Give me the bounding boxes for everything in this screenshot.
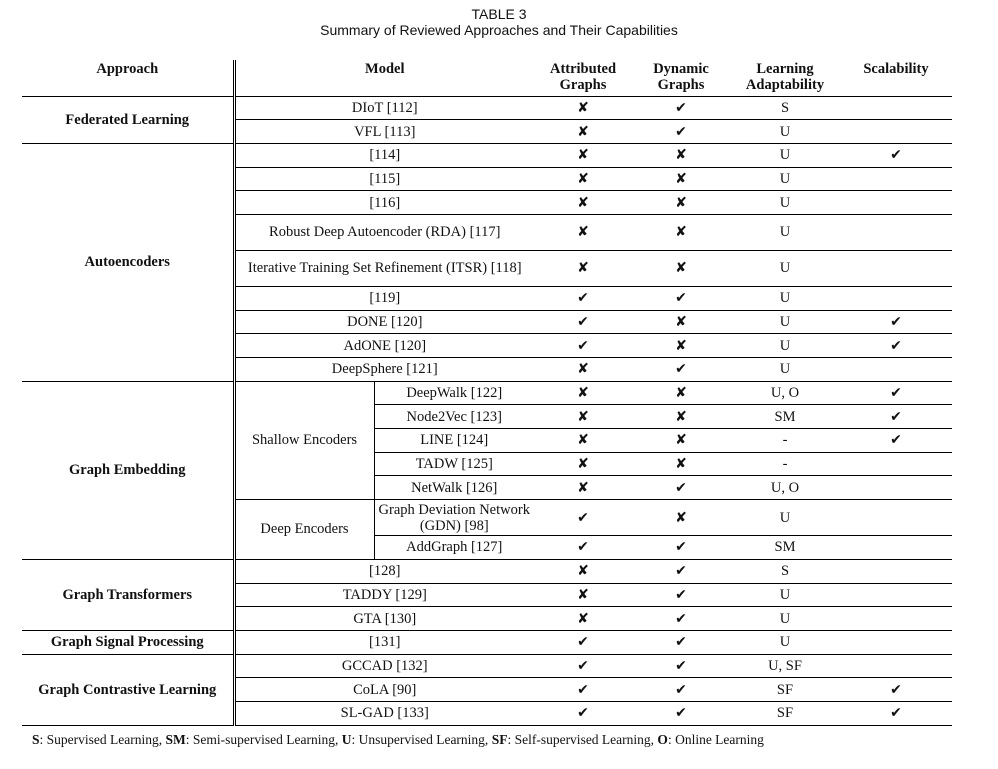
learning-cell: SF <box>730 678 840 702</box>
dynamic-cell: ✔ <box>632 120 730 144</box>
table-row <box>22 96 952 120</box>
header-attributed-line1: Attributed <box>549 61 617 77</box>
table-row <box>22 381 952 405</box>
learning-cell: U <box>730 286 840 310</box>
header-model: Model <box>234 60 534 96</box>
learning-cell: U, SF <box>730 654 840 678</box>
scalability-cell <box>840 536 952 560</box>
learning-cell: U <box>730 607 840 631</box>
legend-text-sm: : Semi-supervised Learning, <box>185 732 342 747</box>
scalability-cell: ✔ <box>840 405 952 429</box>
attributed-cell: ✘ <box>534 405 632 429</box>
header-attributed <box>534 60 632 96</box>
dynamic-cell: ✔ <box>632 654 730 678</box>
attributed-cell: ✘ <box>534 607 632 631</box>
header-dynamic <box>632 60 730 96</box>
learning-cell: S <box>730 96 840 120</box>
scalability-cell <box>840 191 952 215</box>
model-cell: VFL [113] <box>234 120 534 144</box>
subgroup-shallow-encoders: Shallow Encoders <box>234 381 374 499</box>
dynamic-cell: ✘ <box>632 334 730 358</box>
scalability-cell: ✔ <box>840 310 952 334</box>
scalability-cell <box>840 630 952 654</box>
model-cell: Graph Deviation Network (GDN) [98] <box>374 500 534 536</box>
learning-cell: U <box>730 120 840 144</box>
scalability-cell <box>840 654 952 678</box>
attributed-cell: ✘ <box>534 120 632 144</box>
group-graph-transformers: Graph Transformers <box>22 559 234 630</box>
dynamic-cell: ✘ <box>632 250 730 286</box>
dynamic-cell: ✘ <box>632 191 730 215</box>
learning-cell: U <box>730 167 840 191</box>
attributed-cell: ✔ <box>534 536 632 560</box>
scalability-cell <box>840 214 952 250</box>
model-cell: DONE [120] <box>234 310 534 334</box>
scalability-cell <box>840 250 952 286</box>
learning-cell: U, O <box>730 476 840 500</box>
learning-cell: U, O <box>730 381 840 405</box>
attributed-cell: ✔ <box>534 654 632 678</box>
scalability-cell <box>840 286 952 310</box>
scalability-cell: ✔ <box>840 334 952 358</box>
group-graph-contrastive-learning: Graph Contrastive Learning <box>22 654 234 725</box>
learning-cell: U <box>730 214 840 250</box>
learning-cell: U <box>730 143 840 167</box>
scalability-cell <box>840 358 952 382</box>
model-cell: Iterative Training Set Refinement (ITSR) [118] <box>234 250 534 286</box>
scalability-cell <box>840 607 952 631</box>
legend-key-sm: SM <box>165 732 186 747</box>
model-cell: DeepSphere [121] <box>234 358 534 382</box>
model-cell: [128] <box>234 559 534 583</box>
scalability-cell: ✔ <box>840 429 952 453</box>
dynamic-cell: ✔ <box>632 286 730 310</box>
attributed-cell: ✔ <box>534 286 632 310</box>
attributed-cell: ✔ <box>534 678 632 702</box>
model-cell: [116] <box>234 191 534 215</box>
scalability-cell <box>840 583 952 607</box>
attributed-cell: ✔ <box>534 500 632 536</box>
header-learning-line2: Adaptability <box>745 77 825 93</box>
model-cell: GCCAD [132] <box>234 654 534 678</box>
dynamic-cell: ✔ <box>632 358 730 382</box>
learning-cell: U <box>730 500 840 536</box>
table-row <box>22 143 952 167</box>
dynamic-cell: ✔ <box>632 559 730 583</box>
learning-cell: U <box>730 250 840 286</box>
learning-cell: SM <box>730 536 840 560</box>
dynamic-cell: ✔ <box>632 96 730 120</box>
model-cell: TADDY [129] <box>234 583 534 607</box>
learning-cell: U <box>730 583 840 607</box>
scalability-cell <box>840 120 952 144</box>
learning-cell: U <box>730 358 840 382</box>
table-row <box>22 630 952 654</box>
dynamic-cell: ✔ <box>632 630 730 654</box>
model-cell: AdONE [120] <box>234 334 534 358</box>
scalability-cell: ✔ <box>840 678 952 702</box>
header-dynamic-line1: Dynamic <box>653 61 709 77</box>
scalability-cell <box>840 96 952 120</box>
attributed-cell: ✘ <box>534 191 632 215</box>
scalability-cell <box>840 500 952 536</box>
legend-text-s: : Supervised Learning, <box>39 732 166 747</box>
header-learning <box>730 60 840 96</box>
learning-cell: U <box>730 191 840 215</box>
header-attributed-line2: Graphs <box>559 77 607 93</box>
attributed-cell: ✘ <box>534 143 632 167</box>
table-number: TABLE 3 <box>471 6 527 22</box>
capabilities-table <box>22 60 952 726</box>
attributed-cell: ✘ <box>534 167 632 191</box>
scalability-cell <box>840 476 952 500</box>
scalability-cell <box>840 167 952 191</box>
model-cell: Robust Deep Autoencoder (RDA) [117] <box>234 214 534 250</box>
dynamic-cell: ✘ <box>632 167 730 191</box>
learning-cell: U <box>730 334 840 358</box>
attributed-cell: ✔ <box>534 701 632 725</box>
attributed-cell: ✘ <box>534 476 632 500</box>
subgroup-deep-encoders: Deep Encoders <box>234 500 374 560</box>
attributed-cell: ✘ <box>534 358 632 382</box>
model-cell: TADW [125] <box>374 452 534 476</box>
model-cell: Node2Vec [123] <box>374 405 534 429</box>
legend-text-sf: : Self-supervised Learning, <box>507 732 658 747</box>
table-row <box>22 654 952 678</box>
dynamic-cell: ✘ <box>632 310 730 334</box>
model-cell: AddGraph [127] <box>374 536 534 560</box>
model-cell: DeepWalk [122] <box>374 381 534 405</box>
learning-cell: - <box>730 452 840 476</box>
model-cell: [131] <box>234 630 534 654</box>
dynamic-cell: ✘ <box>632 429 730 453</box>
attributed-cell: ✘ <box>534 559 632 583</box>
model-cell: SL-GAD [133] <box>234 701 534 725</box>
dynamic-cell: ✘ <box>632 405 730 429</box>
dynamic-cell: ✔ <box>632 536 730 560</box>
dynamic-cell: ✔ <box>632 607 730 631</box>
learning-cell: U <box>730 310 840 334</box>
model-cell: GTA [130] <box>234 607 534 631</box>
header-scalability: Scalability <box>840 60 952 96</box>
group-graph-signal-processing: Graph Signal Processing <box>22 630 234 654</box>
table-legend <box>32 732 764 748</box>
table-row <box>22 559 952 583</box>
learning-cell: SM <box>730 405 840 429</box>
header-learning-line1: Learning <box>756 61 814 77</box>
dynamic-cell: ✘ <box>632 143 730 167</box>
model-cell: CoLA [90] <box>234 678 534 702</box>
dynamic-cell: ✘ <box>632 381 730 405</box>
model-cell: [119] <box>234 286 534 310</box>
header-approach: Approach <box>22 60 234 96</box>
legend-key-o: O <box>657 732 668 747</box>
scalability-cell: ✔ <box>840 143 952 167</box>
model-cell: LINE [124] <box>374 429 534 453</box>
attributed-cell: ✘ <box>534 214 632 250</box>
dynamic-cell: ✘ <box>632 500 730 536</box>
dynamic-cell: ✘ <box>632 214 730 250</box>
learning-cell: S <box>730 559 840 583</box>
group-federated: Federated Learning <box>22 96 234 143</box>
attributed-cell: ✘ <box>534 250 632 286</box>
scalability-cell: ✔ <box>840 701 952 725</box>
attributed-cell: ✘ <box>534 452 632 476</box>
header-row <box>22 60 952 96</box>
attributed-cell: ✔ <box>534 334 632 358</box>
model-cell: [115] <box>234 167 534 191</box>
dynamic-cell: ✔ <box>632 583 730 607</box>
dynamic-cell: ✘ <box>632 452 730 476</box>
attributed-cell: ✘ <box>534 96 632 120</box>
legend-text-o: : Online Learning <box>667 732 764 747</box>
model-cell: NetWalk [126] <box>374 476 534 500</box>
scalability-cell <box>840 559 952 583</box>
table-caption: Summary of Reviewed Approaches and Their Capabilities <box>320 22 678 38</box>
header-dynamic-line2: Graphs <box>657 77 705 93</box>
scalability-cell: ✔ <box>840 381 952 405</box>
attributed-cell: ✘ <box>534 429 632 453</box>
model-cell: DIoT [112] <box>234 96 534 120</box>
dynamic-cell: ✔ <box>632 701 730 725</box>
model-cell: [114] <box>234 143 534 167</box>
legend-key-sf: SF <box>491 732 508 747</box>
attributed-cell: ✔ <box>534 630 632 654</box>
learning-cell: U <box>730 630 840 654</box>
dynamic-cell: ✔ <box>632 678 730 702</box>
learning-cell: SF <box>730 701 840 725</box>
legend-key-s: S <box>32 732 40 747</box>
learning-cell: - <box>730 429 840 453</box>
legend-key-u: U <box>341 732 352 747</box>
scalability-cell <box>840 452 952 476</box>
attributed-cell: ✘ <box>534 381 632 405</box>
group-graph-embedding: Graph Embedding <box>22 381 234 559</box>
dynamic-cell: ✔ <box>632 476 730 500</box>
legend-text-u: : Unsupervised Learning, <box>351 732 492 747</box>
attributed-cell: ✔ <box>534 310 632 334</box>
attributed-cell: ✘ <box>534 583 632 607</box>
group-autoencoders: Autoencoders <box>22 143 234 381</box>
